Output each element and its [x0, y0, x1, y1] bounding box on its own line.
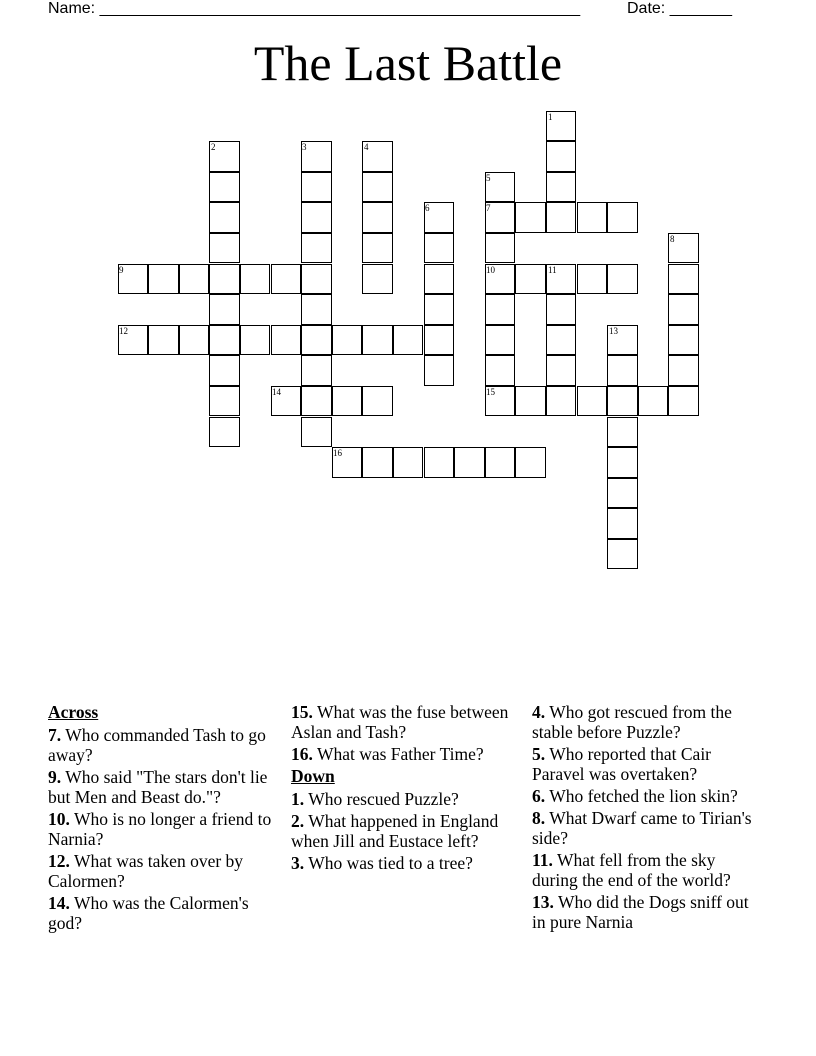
grid-cell[interactable]: [393, 447, 424, 478]
grid-cell[interactable]: [209, 264, 240, 295]
grid-cell[interactable]: [424, 447, 455, 478]
clue-down-5: 5. Who reported that Cair Paravel was overtaken?: [532, 744, 712, 784]
grid-cell[interactable]: [668, 355, 699, 386]
grid-cell[interactable]: [179, 325, 210, 356]
clue-down-2: 2. What happened in England when Jill and Eustace left?: [291, 811, 499, 851]
clue-across-14: 14. Who was the Calormen's god?: [48, 893, 249, 933]
grid-cell[interactable]: [240, 325, 271, 356]
clue-number-8: 8: [670, 234, 675, 244]
clue-number-11: 11: [548, 265, 557, 275]
clue-number-13: 13: [609, 326, 618, 336]
grid-cell[interactable]: [577, 264, 608, 295]
grid-cell[interactable]: [577, 202, 608, 233]
date-field: Date: _______: [627, 0, 732, 17]
clue-number-16: 16: [333, 448, 342, 458]
grid-cell[interactable]: [240, 264, 271, 295]
clues-column-3: [532, 702, 764, 934]
grid-cell[interactable]: [362, 233, 393, 264]
grid-cell[interactable]: [362, 202, 393, 233]
clues-column-2: [291, 702, 523, 875]
grid-cell[interactable]: [515, 202, 546, 233]
grid-cell[interactable]: [668, 264, 699, 295]
grid-cell[interactable]: [607, 202, 638, 233]
clue-number-4: 4: [364, 142, 369, 152]
grid-cell[interactable]: [607, 447, 638, 478]
grid-cell[interactable]: [301, 417, 332, 448]
grid-cell[interactable]: [362, 386, 393, 417]
grid-cell[interactable]: [607, 264, 638, 295]
grid-cell[interactable]: [148, 325, 179, 356]
grid-cell[interactable]: [424, 325, 455, 356]
grid-cell[interactable]: [209, 355, 240, 386]
grid-cell[interactable]: [301, 355, 332, 386]
across-heading: Across: [48, 702, 99, 722]
clue-down-1: 1. Who rescued Puzzle?: [291, 789, 459, 809]
grid-cell[interactable]: [515, 447, 546, 478]
grid-cell[interactable]: [301, 325, 332, 356]
grid-cell[interactable]: [546, 355, 577, 386]
grid-cell[interactable]: [271, 264, 302, 295]
grid-cell[interactable]: [362, 447, 393, 478]
clue-across-16: 16. What was Father Time?: [291, 744, 484, 764]
grid-cell[interactable]: [546, 325, 577, 356]
grid-cell[interactable]: [271, 325, 302, 356]
grid-cell[interactable]: [485, 233, 516, 264]
grid-cell[interactable]: [362, 264, 393, 295]
grid-cell[interactable]: [301, 172, 332, 203]
grid-cell[interactable]: [638, 386, 669, 417]
grid-cell[interactable]: [485, 355, 516, 386]
clue-down-13: 13. Who did the Dogs sniff out in pure Narnia: [532, 892, 749, 932]
grid-cell[interactable]: [209, 417, 240, 448]
grid-cell[interactable]: [607, 355, 638, 386]
clue-number-14: 14: [272, 387, 281, 397]
down-heading: Down: [291, 766, 335, 786]
grid-cell[interactable]: [332, 325, 363, 356]
grid-cell[interactable]: [209, 172, 240, 203]
grid-cell[interactable]: [362, 325, 393, 356]
clue-across-9: 9. Who said "The stars don't lie but Men and Beast do."?: [48, 767, 268, 807]
grid-cell[interactable]: [209, 325, 240, 356]
clue-down-3: 3. Who was tied to a tree?: [291, 853, 473, 873]
grid-cell[interactable]: [209, 202, 240, 233]
grid-cell[interactable]: [577, 386, 608, 417]
grid-cell[interactable]: [546, 141, 577, 172]
clue-across-12: 12. What was taken over by Calormen?: [48, 851, 244, 891]
clue-number-1: 1: [548, 112, 553, 122]
clue-number-3: 3: [302, 142, 307, 152]
clue-across-7: 7. Who commanded Tash to go away?: [48, 725, 266, 765]
grid-cell[interactable]: [362, 172, 393, 203]
grid-cell[interactable]: [546, 386, 577, 417]
grid-cell[interactable]: [485, 325, 516, 356]
clue-number-7: 7: [486, 203, 491, 213]
grid-cell[interactable]: [607, 478, 638, 509]
grid-cell[interactable]: [424, 264, 455, 295]
grid-cell[interactable]: [148, 264, 179, 295]
grid-cell[interactable]: [209, 233, 240, 264]
clue-number-2: 2: [211, 142, 216, 152]
grid-cell[interactable]: [301, 233, 332, 264]
clue-across-10: 10. Who is no longer a friend to Narnia?: [48, 809, 272, 849]
grid-cell[interactable]: [485, 294, 516, 325]
grid-cell[interactable]: [607, 539, 638, 570]
grid-cell[interactable]: [209, 386, 240, 417]
grid-cell[interactable]: [668, 294, 699, 325]
grid-cell[interactable]: [607, 386, 638, 417]
grid-cell[interactable]: [546, 202, 577, 233]
grid-cell[interactable]: [485, 447, 516, 478]
grid-cell[interactable]: [209, 294, 240, 325]
clue-across-15: 15. What was the fuse between Aslan and Tash?: [291, 702, 509, 742]
grid-cell[interactable]: [515, 386, 546, 417]
clue-number-15: 15: [486, 387, 495, 397]
grid-cell[interactable]: [393, 325, 424, 356]
grid-cell[interactable]: [668, 386, 699, 417]
clue-number-5: 5: [486, 173, 491, 183]
clue-number-9: 9: [119, 265, 124, 275]
clue-number-10: 10: [486, 265, 495, 275]
grid-cell[interactable]: [301, 294, 332, 325]
grid-cell[interactable]: [546, 172, 577, 203]
clue-down-8: 8. What Dwarf came to Tirian's side?: [532, 808, 752, 848]
grid-cell[interactable]: [301, 264, 332, 295]
grid-cell[interactable]: [424, 355, 455, 386]
clue-number-12: 12: [119, 326, 128, 336]
grid-cell[interactable]: [454, 447, 485, 478]
clue-down-6: 6. Who fetched the lion skin?: [532, 786, 738, 806]
clue-down-11: 11. What fell from the sky during the end of the world?: [532, 850, 731, 890]
grid-cell[interactable]: [546, 294, 577, 325]
grid-cell[interactable]: [332, 386, 363, 417]
grid-cell[interactable]: [424, 233, 455, 264]
clue-down-4: 4. Who got rescued from the stable before Puzzle?: [532, 702, 732, 742]
grid-cell[interactable]: [179, 264, 210, 295]
grid-cell[interactable]: [607, 417, 638, 448]
grid-cell[interactable]: [301, 202, 332, 233]
grid-cell[interactable]: [301, 386, 332, 417]
name-field: Name: ______________________________________________________: [48, 0, 581, 17]
grid-cell[interactable]: [424, 294, 455, 325]
clues-column-1: [48, 702, 280, 935]
page-title: The Last Battle: [253, 35, 563, 91]
clue-number-6: 6: [425, 203, 430, 213]
grid-cell[interactable]: [515, 264, 546, 295]
grid-cell[interactable]: [607, 508, 638, 539]
grid-cell[interactable]: [668, 325, 699, 356]
